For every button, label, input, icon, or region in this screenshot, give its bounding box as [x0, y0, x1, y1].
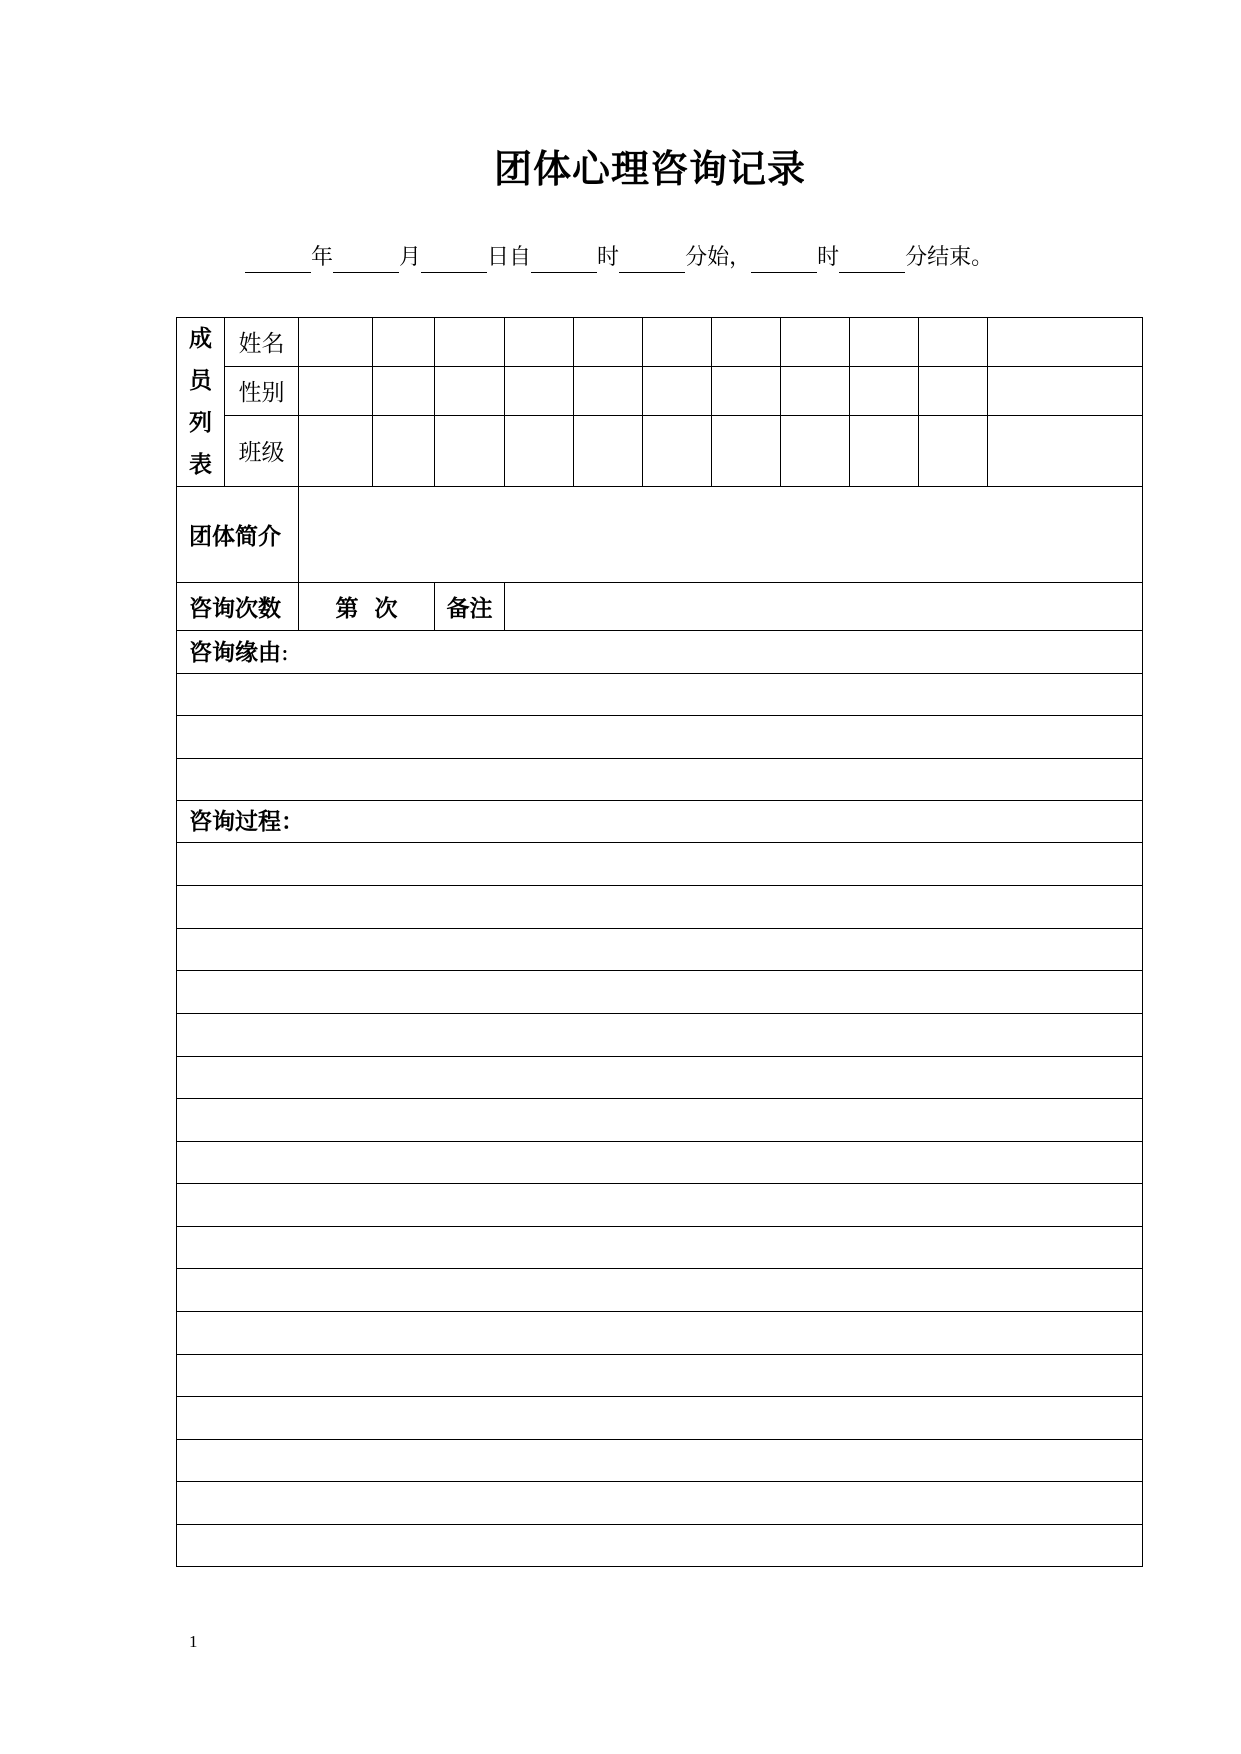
member-row-gender — [177, 366, 1143, 415]
member-cell[interactable] — [435, 366, 505, 415]
year-blank[interactable] — [245, 248, 311, 273]
member-cell[interactable] — [712, 415, 781, 486]
member-cell[interactable] — [299, 318, 373, 367]
member-cell[interactable] — [373, 366, 435, 415]
member-cell[interactable] — [505, 318, 574, 367]
name-label: 姓名 — [225, 318, 299, 367]
group-intro-field[interactable] — [299, 487, 1143, 583]
member-cell[interactable] — [435, 415, 505, 486]
start-minute-blank[interactable] — [619, 248, 685, 273]
reason-line[interactable] — [177, 759, 1143, 801]
member-cell[interactable] — [781, 318, 850, 367]
session-count-label: 咨询次数 — [177, 583, 299, 631]
process-line[interactable] — [177, 886, 1143, 929]
process-line[interactable] — [177, 1525, 1143, 1567]
writing-line — [177, 1142, 1143, 1184]
day-from-label: 日自 — [487, 245, 532, 270]
process-line[interactable] — [177, 1269, 1143, 1312]
process-line[interactable] — [177, 1312, 1143, 1355]
member-cell[interactable] — [574, 366, 643, 415]
writing-line — [177, 1269, 1143, 1312]
process-line[interactable] — [177, 1057, 1143, 1099]
member-cell[interactable] — [988, 318, 1143, 367]
day-blank[interactable] — [421, 248, 487, 273]
writing-line — [177, 1099, 1143, 1142]
member-cell[interactable] — [435, 318, 505, 367]
member-cell[interactable] — [781, 366, 850, 415]
year-label: 年 — [311, 245, 334, 270]
process-line[interactable] — [177, 1184, 1143, 1227]
member-cell[interactable] — [988, 366, 1143, 415]
writing-line — [177, 1227, 1143, 1269]
reason-line[interactable] — [177, 674, 1143, 716]
session-row — [177, 583, 1143, 631]
writing-line — [177, 1355, 1143, 1397]
process-line[interactable] — [177, 843, 1143, 886]
start-hour-blank[interactable] — [531, 248, 597, 273]
group-intro-row — [177, 487, 1143, 583]
member-cell[interactable] — [505, 415, 574, 486]
remarks-label: 备注 — [435, 583, 505, 631]
member-cell[interactable] — [850, 415, 919, 486]
member-cell[interactable] — [299, 415, 373, 486]
start-minute-label: 分始， — [685, 245, 752, 270]
reason-label: 咨询缘由: — [177, 631, 1143, 674]
writing-line — [177, 1525, 1143, 1567]
member-cell[interactable] — [574, 415, 643, 486]
reason-line[interactable] — [177, 716, 1143, 759]
class-label: 班级 — [225, 415, 299, 486]
process-line[interactable] — [177, 1482, 1143, 1525]
page-number: 1 — [189, 1632, 198, 1651]
writing-line — [177, 1440, 1143, 1482]
writing-line — [177, 759, 1143, 801]
process-line[interactable] — [177, 1142, 1143, 1184]
member-cell[interactable] — [712, 318, 781, 367]
member-cell[interactable] — [919, 366, 988, 415]
process-line[interactable] — [177, 1014, 1143, 1057]
process-line[interactable] — [177, 1099, 1143, 1142]
writing-line — [177, 843, 1143, 886]
session-nth-field[interactable]: 第 次 — [299, 583, 435, 631]
writing-line — [177, 1397, 1143, 1440]
writing-line — [177, 886, 1143, 929]
process-line[interactable] — [177, 1355, 1143, 1397]
process-line[interactable] — [177, 1397, 1143, 1440]
reason-header-row — [177, 631, 1143, 674]
member-cell[interactable] — [643, 415, 712, 486]
member-cell[interactable] — [505, 366, 574, 415]
writing-line — [177, 716, 1143, 759]
member-cell[interactable] — [643, 318, 712, 367]
month-label: 月 — [399, 245, 422, 270]
member-cell[interactable] — [850, 318, 919, 367]
page-title: 团体心理咨询记录 — [493, 146, 806, 191]
member-cell[interactable] — [850, 366, 919, 415]
process-line[interactable] — [177, 1227, 1143, 1269]
writing-line — [177, 1184, 1143, 1227]
member-cell[interactable] — [373, 415, 435, 486]
month-blank[interactable] — [333, 248, 399, 273]
end-minute-label: 分结束。 — [905, 245, 994, 270]
member-cell[interactable] — [373, 318, 435, 367]
member-cell[interactable] — [919, 415, 988, 486]
writing-line — [177, 674, 1143, 716]
member-list-label: 成 员 列 表 — [177, 318, 225, 487]
member-cell[interactable] — [712, 366, 781, 415]
member-row-name — [177, 318, 1143, 367]
process-header-row — [177, 801, 1143, 843]
member-cell[interactable] — [988, 415, 1143, 486]
member-row-class — [177, 415, 1143, 486]
writing-line — [177, 1482, 1143, 1525]
member-cell[interactable] — [781, 415, 850, 486]
writing-line — [177, 1057, 1143, 1099]
date-time-line — [245, 243, 993, 273]
consultation-form-table — [176, 317, 1143, 1567]
remarks-field[interactable] — [505, 583, 1143, 631]
writing-line — [177, 1014, 1143, 1057]
writing-line — [177, 971, 1143, 1014]
group-intro-label: 团体简介 — [177, 487, 299, 583]
process-line[interactable] — [177, 929, 1143, 971]
process-line[interactable] — [177, 971, 1143, 1014]
gender-label: 性别 — [225, 366, 299, 415]
member-cell[interactable] — [919, 318, 988, 367]
member-cell[interactable] — [574, 318, 643, 367]
writing-line — [177, 1312, 1143, 1355]
member-cell[interactable] — [299, 366, 373, 415]
end-hour-label: 时 — [817, 245, 840, 270]
process-label: 咨询过程： — [177, 801, 1143, 843]
member-cell[interactable] — [643, 366, 712, 415]
end-minute-blank[interactable] — [839, 248, 905, 273]
writing-line — [177, 929, 1143, 971]
start-hour-label: 时 — [597, 245, 620, 270]
process-line[interactable] — [177, 1440, 1143, 1482]
end-hour-blank[interactable] — [751, 248, 817, 273]
